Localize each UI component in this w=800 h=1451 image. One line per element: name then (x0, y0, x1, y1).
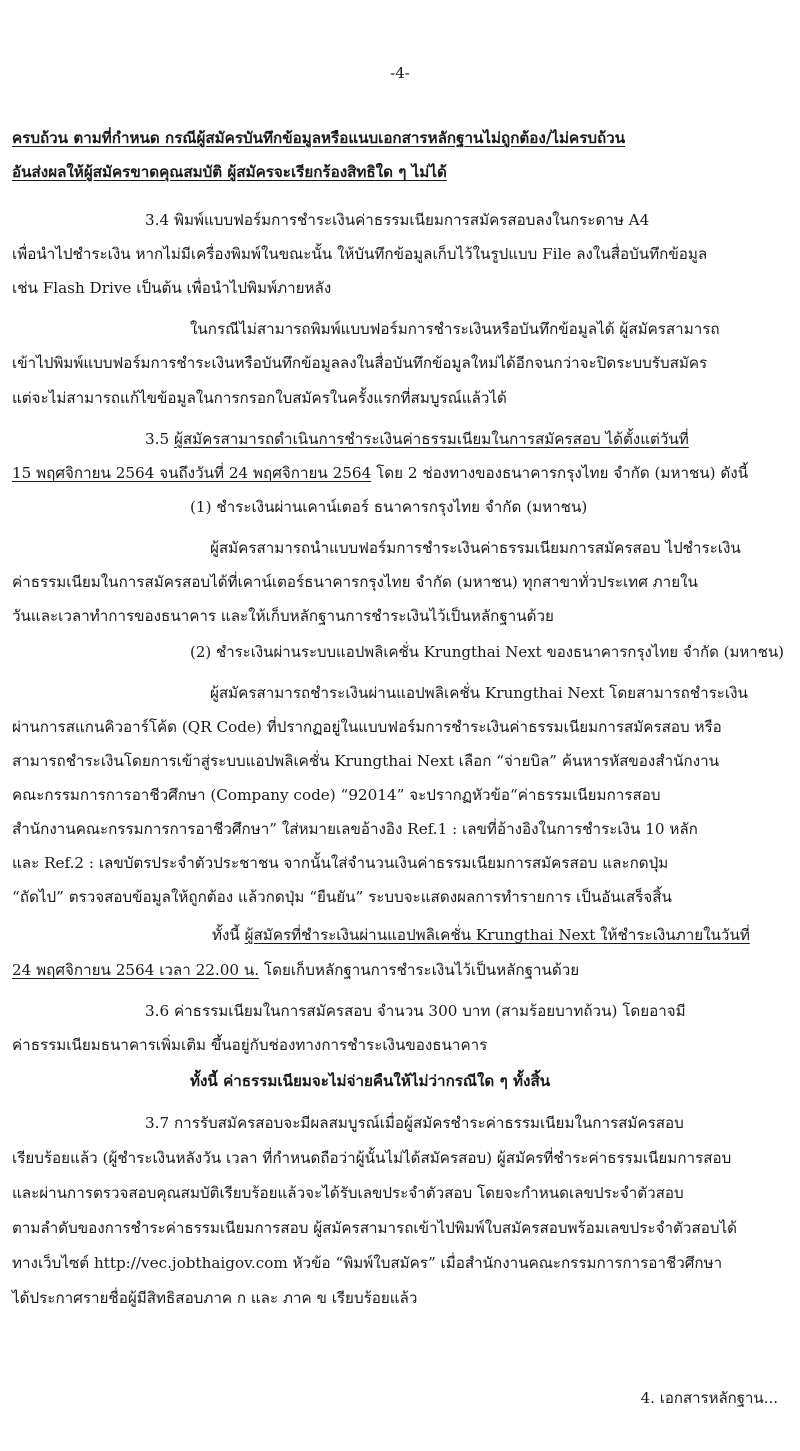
section-3-5-line-2 (12, 463, 748, 483)
item-2-line-6: และ Ref.2 : เลขบัตรประจำตัวประชาชน จากนั้นใส่จำนวนเงินค่าธรรมเนียมการสมัครสอบ และกดปุ่ม (12, 854, 669, 872)
section-3-4-line-6: แต่จะไม่สามารถแก้ไขข้อมูลในการกรอกใบสมัครในครั้งแรกที่สมบูรณ์แล้วได้ (12, 389, 507, 407)
item-2-line-9-rest: โดยเก็บหลักฐานการชำระเงินไว้เป็นหลักฐานด้วย (259, 961, 580, 979)
item-2-line-8-prefix: ทั้งนี้ (212, 926, 245, 944)
section-3-5-underlined-1: ผู้สมัครสามารถดำเนินการชำระเงินค่าธรรมเนียมในการสมัครสอบ ได้ตั้งแต่วันที่ (173, 430, 689, 448)
item-1-title: (1) ชำระเงินผ่านเคาน์เตอร์ ธนาคารกรุงไทย จำกัด (มหาชน) (190, 498, 588, 516)
item-2-line-8 (212, 925, 750, 945)
item-2-line-2: ผ่านการสแกนคิวอาร์โค้ด (QR Code) ที่ปรากฏอยู่ในแบบฟอร์มการชำระเงินค่าธรรมเนียมการสมัครสอบ หรือ (12, 718, 722, 736)
continuation-footer: 4. เอกสารหลักฐาน... (640, 1389, 778, 1407)
section-3-4-line-4: ในกรณีไม่สามารถพิมพ์แบบฟอร์มการชำระเงินหรือบันทึกข้อมูลได้ ผู้สมัครสามารถ (190, 320, 720, 338)
item-2-title: (2) ชำระเงินผ่านระบบแอปพลิเคชั่น Krungthai Next ของธนาคารกรุงไทย จำกัด (มหาชน) (190, 643, 784, 661)
section-3-7-line-1: 3.7 การรับสมัครสอบจะมีผลสมบูรณ์เมื่อผู้สมัครชำระค่าธรรมเนียมในการสมัครสอบ (145, 1114, 684, 1132)
item-2-line-8-underlined: ผู้สมัครที่ชำระเงินผ่านแอปพลิเคชั่น Krungthai Next ให้ชำระเงินภายในวันที่ (244, 926, 750, 944)
item-2-line-4: คณะกรรมการการอาชีวศึกษา (Company code) “92014” จะปรากฏหัวข้อ“ค่าธรรมเนียมการสอบ (12, 786, 661, 804)
section-3-4-line-3: เช่น Flash Drive เป็นต้น เพื่อนำไปพิมพ์ภายหลัง (12, 279, 332, 297)
item-1-line-2: ค่าธรรมเนียมในการสมัครสอบได้ที่เคาน์เตอร์ธนาคารกรุงไทย จำกัด (มหาชน) ทุกสาขาทั่วประเทศ ภายใน (12, 573, 698, 591)
section-3-4-line-2: เพื่อนำไปชำระเงิน หากไม่มีเครื่องพิมพ์ในขณะนั้น ให้บันทึกข้อมูลเก็บไว้ในรูปแบบ File ลงในสื่อบันทึกข้อมูล (12, 245, 708, 263)
item-2-line-5: สำนักงานคณะกรรมการการอาชีวศึกษา” ใส่หมายเลขอ้างอิง Ref.1 : เลขที่อ้างอิงในการชำระเงิน 10 หลัก (12, 820, 698, 838)
item-2-line-9-underlined: 24 พฤศจิกายน 2564 เวลา 22.00 น. (12, 961, 260, 979)
section-3-4-line-5: เข้าไปพิมพ์แบบฟอร์มการชำระเงินหรือบันทึกข้อมูลลงในสื่อบันทึกข้อมูลใหม่ได้อีกจนกว่าจะปิดระบบรับสมัคร (12, 354, 708, 372)
section-3-5-underlined-2: 15 พฤศจิกายน 2564 จนถึงวันที่ 24 พฤศจิกายน 2564 (12, 464, 372, 482)
section-3-6-line-3: ทั้งนี้ ค่าธรรมเนียมจะไม่จ่ายคืนให้ไม่ว่ากรณีใด ๆ ทั้งสิ้น (190, 1072, 551, 1090)
item-2-line-9 (12, 960, 579, 980)
section-3-5-line-1 (145, 429, 689, 449)
section-3-6-line-1: 3.6 ค่าธรรมเนียมในการสมัครสอบ จำนวน 300 บาท (สามร้อยบาทถ้วน) โดยอาจมี (145, 1002, 686, 1020)
item-2-line-7: “ถัดไป” ตรวจสอบข้อมูลให้ถูกต้อง แล้วกดปุ่ม “ยืนยัน” ระบบจะแสดงผลการทำรายการ เป็นอันเสร็จสิ้น (12, 888, 672, 906)
item-2-line-3: สามารถชำระเงินโดยการเข้าสู่ระบบแอปพลิเคชั่น Krungthai Next เลือก “จ่ายบิล” ค้นหารหัสของสำนักงาน (12, 752, 720, 770)
section-3-5-number: 3.5 (145, 430, 174, 448)
section-3-5-line-2-rest: โดย 2 ช่องทางของธนาคารกรุงไทย จำกัด (มหาชน) ดังนี้ (371, 464, 749, 482)
section-3-7-line-6: ได้ประกาศรายชื่อผู้มีสิทธิสอบภาค ก และ ภาค ข เรียบร้อยแล้ว (12, 1289, 418, 1307)
page-number: -4- (390, 64, 410, 82)
intro-line-2: อันส่งผลให้ผู้สมัครขาดคุณสมบัติ ผู้สมัครจะเรียกร้องสิทธิใด ๆ ไม่ได้ (12, 163, 447, 181)
section-3-7-line-2: เรียบร้อยแล้ว (ผู้ชำระเงินหลังวัน เวลา ที่กำหนดถือว่าผู้นั้นไม่ได้สมัครสอบ) ผู้สมัครที่ชำระค่าธรรมเนียมการสอบ (12, 1149, 732, 1167)
item-2-line-1: ผู้สมัครสามารถชำระเงินผ่านแอปพลิเคชั่น Krungthai Next โดยสามารถชำระเงิน (210, 684, 748, 702)
section-3-7-line-3: และผ่านการตรวจสอบคุณสมบัติเรียบร้อยแล้วจะได้รับเลขประจำตัวสอบ โดยจะกำหนดเลขประจำตัวสอบ (12, 1184, 684, 1202)
item-1-line-3: วันและเวลาทำการของธนาคาร และให้เก็บหลักฐานการชำระเงินไว้เป็นหลักฐานด้วย (12, 607, 554, 625)
section-3-4-line-1: 3.4 พิมพ์แบบฟอร์มการชำระเงินค่าธรรมเนียมการสมัครสอบลงในกระดาษ A4 (145, 211, 650, 229)
item-1-line-1: ผู้สมัครสามารถนำแบบฟอร์มการชำระเงินค่าธรรมเนียมการสมัครสอบ ไปชำระเงิน (210, 539, 741, 557)
section-3-7-line-4: ตามลำดับของการชำระค่าธรรมเนียมการสอบ ผู้สมัครสามารถเข้าไปพิมพ์ใบสมัครสอบพร้อมเลขประจำตัวสอบได้ (12, 1219, 737, 1237)
intro-line-1: ครบถ้วน ตามที่กำหนด กรณีผู้สมัครบันทึกข้อมูลหรือแนบเอกสารหลักฐานไม่ถูกต้อง/ไม่ครบถ้วน (12, 129, 626, 147)
section-3-6-line-2: ค่าธรรมเนียมธนาคารเพิ่มเติม ขึ้นอยู่กับช่องทางการชำระเงินของธนาคาร (12, 1036, 488, 1054)
section-3-7-line-5: ทางเว็บไซต์ http://vec.jobthaigov.com หัวข้อ “พิมพ์ใบสมัคร” เมื่อสำนักงานคณะกรรมการการอาชีวศึกษา (12, 1254, 723, 1272)
